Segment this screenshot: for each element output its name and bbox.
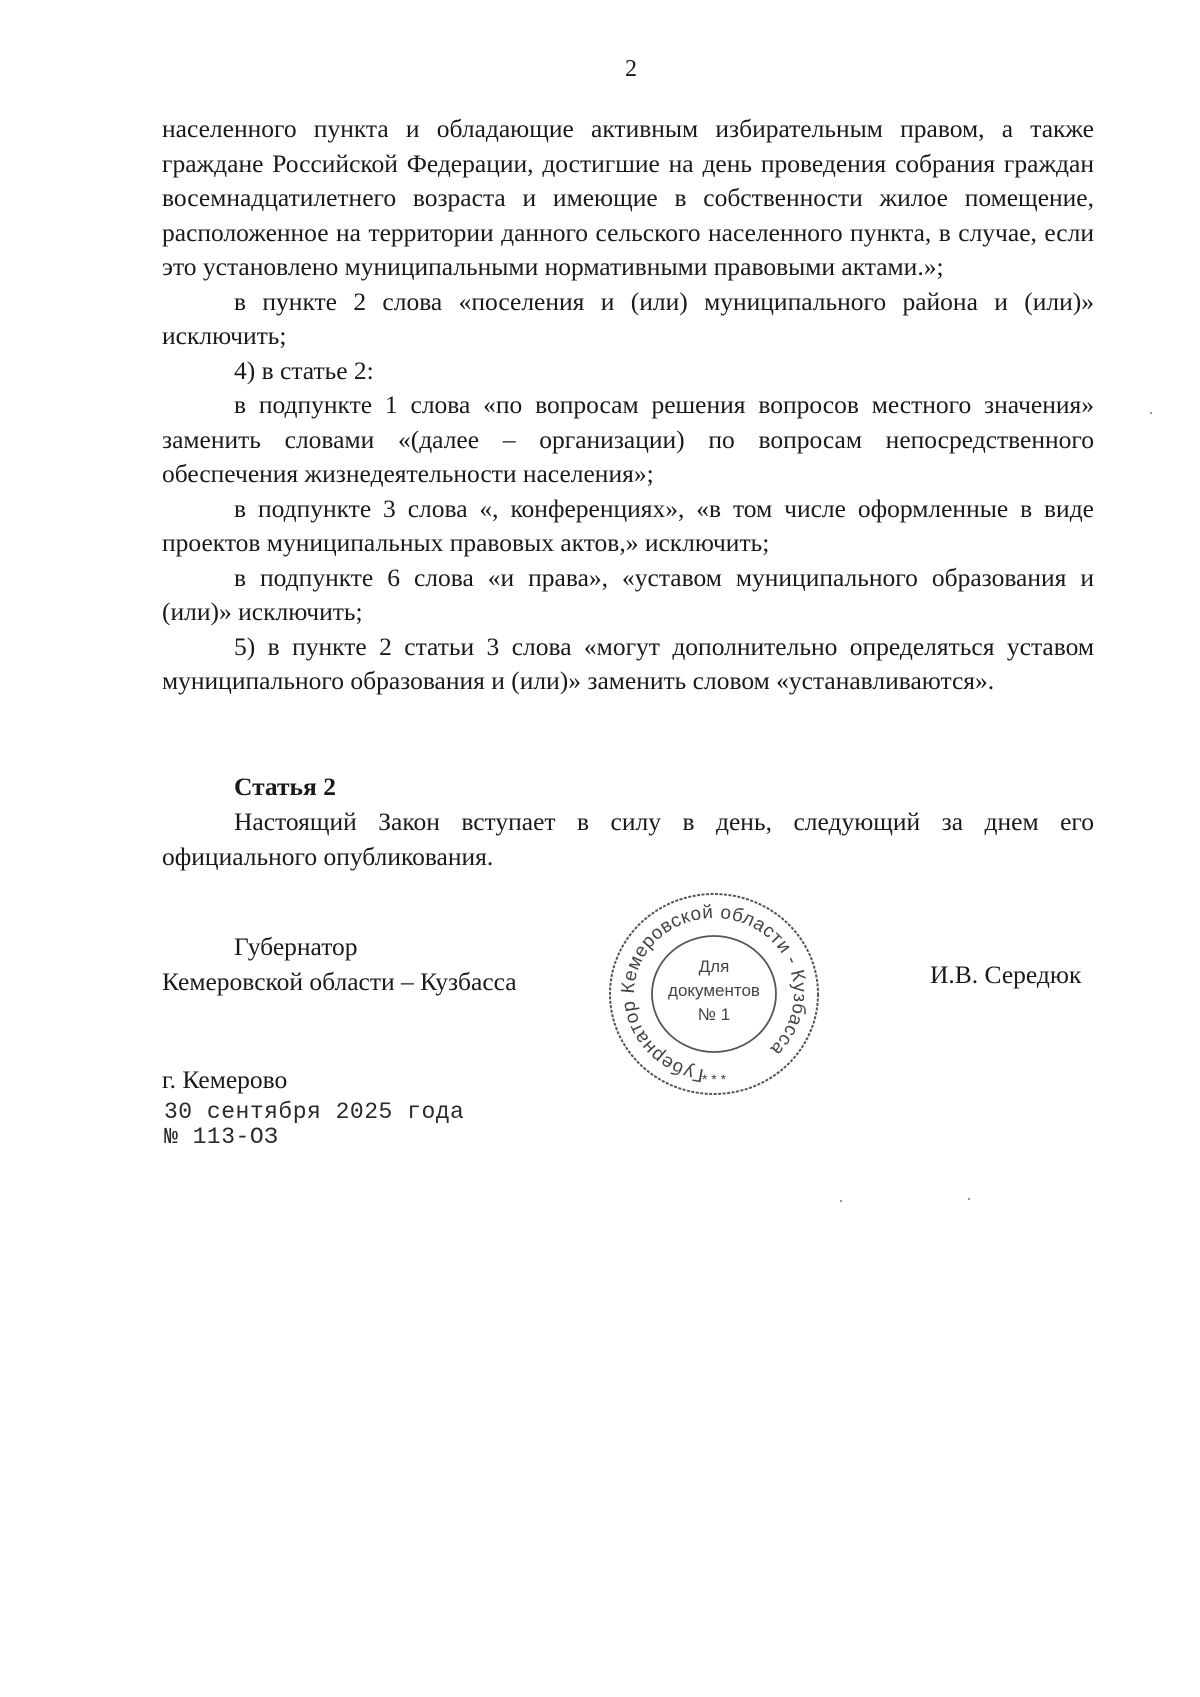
seal-center-line3: № 1 (697, 1005, 731, 1024)
scan-speck (1150, 412, 1152, 414)
seal-ring-text: Губернатор Кемеровской области - Кузбасса (617, 901, 811, 1086)
official-seal (598, 880, 830, 1100)
scan-speck (968, 1198, 970, 1200)
page-number: 2 (625, 56, 637, 82)
seal-stars: * * * (701, 1071, 727, 1087)
article-paragraph: Настоящий Закон вступает в силу в день, следующий за днем его официального опубликования. (162, 807, 1094, 871)
paragraph: в пункте 2 слова «поселения и (или) муниципального района и (или)» исключить; (162, 286, 1094, 350)
law-number: № 113-ОЗ (164, 1124, 279, 1150)
place-of-signing: г. Кемерово (162, 1065, 288, 1094)
date-stamp (164, 1100, 464, 1150)
paragraph: населенного пункта и обладающие активным избирательным правом, а также граждане Российской Федерации, достигшие на день проведения собрания граждан восемнадцатилетнего возраста и имеющие в собственности жилое помещение, расположенное на территории данного сельского населенного пункта, в случае, если это установлено муниципальными нормативными правовыми актами.»; (162, 114, 1094, 281)
seal-center-line1: Для (698, 957, 730, 976)
article-body (162, 805, 1094, 874)
signatory-name: И.В. Середюк (930, 960, 1082, 989)
paragraph: 4) в статье 2: (234, 355, 374, 385)
paragraph: в подпункте 3 слова «, конференциях», «в том числе оформленные в виде проектов муниципальных правовых актов,» исключить; (162, 493, 1094, 557)
document-body (162, 112, 1094, 699)
paragraph: в подпункте 6 слова «и права», «уставом муниципального образования и (или)» исключить; (162, 562, 1094, 626)
paragraph: 5) в пункте 2 статьи 3 слова «могут дополнительно определяться уставом муниципального образования и (или)» заменить словом «устанавливаются». (162, 631, 1094, 695)
law-date: 30 сентября 2025 года (164, 1099, 465, 1125)
article-heading: Статья 2 (234, 772, 336, 801)
signatory-title-line1: Губернатор (234, 932, 358, 961)
signatory-title-line2: Кемеровской области – Кузбасса (162, 966, 517, 996)
signatory-title (162, 930, 517, 999)
seal-center-line2: документов (668, 981, 760, 1000)
paragraph: в подпункте 1 слова «по вопросам решения вопросов местного значения» заменить словами «(далее – организации) по вопросам непосредственного обеспечения жизнедеятельности населения»; (162, 390, 1094, 488)
scan-speck (840, 1200, 842, 1202)
